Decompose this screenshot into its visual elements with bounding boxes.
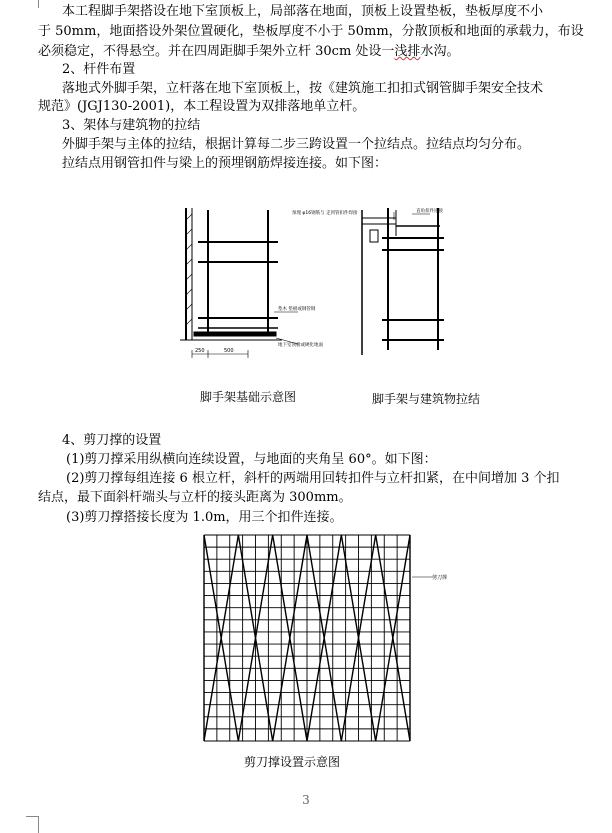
section4-heading: 4、剪刀撑的设置 [62, 433, 162, 448]
section2-heading: 2、杆件布置 [62, 62, 136, 77]
figure3-caption: 剪刀撑设置示意图 [244, 755, 341, 769]
para1-line3-text: 必须稳定，不得悬空。并在四周距脚手架外立杆 30cm 处设一 [38, 44, 395, 59]
para1-line1: 本工程脚手架搭设在地下室顶板上，局部落在地面，顶板上设置垫板，垫板厚度不小 [62, 4, 544, 19]
bracing-label: 剪刀撑 [432, 575, 448, 581]
base-lower-label: 地下室顶板或硬化地面 [278, 343, 323, 348]
tie-left-label: 预埋 φ16钢筋与 走到管扣件焊接 [292, 211, 358, 216]
page-number: 3 [302, 793, 310, 807]
para1-line2: 于 50mm，地面搭设外架位置硬化，垫板厚度不小于 50mm，分散顶板和地面的承载力，布设 [38, 24, 584, 39]
section4-item2-line1: (2)剪刀撑每组连接 6 根立杆，斜杆的两端用回转扣件与立杆扣紧，在中间增加 3 个扣 [66, 471, 560, 486]
para1-line3 [38, 42, 459, 62]
section3-heading: 3、架体与建筑物的拉结 [62, 118, 201, 133]
figure1-caption: 脚手架基础示意图 [200, 390, 297, 404]
section4-item3: (3)剪刀撑搭接长度为 1.0m，用三个扣件连接。 [66, 510, 343, 525]
dim-left-label: 250 [195, 348, 205, 354]
section4-item2-line2: 结点，最下面斜杆端头与立杆的接头距离为 300mm。 [38, 490, 352, 505]
page-corner-mark-bottom [38, 816, 39, 833]
cross-bracing-diagram [200, 533, 448, 745]
page-corner-mark [38, 0, 39, 8]
section2-line2: 规范》(JGJ130-2001)，本工程设置为双排落地单立杆。 [38, 99, 366, 114]
section3-line2: 拉结点用钢管扣件与梁上的预埋钢筋焊接连接。如下图： [62, 156, 388, 171]
section4-item1: (1)剪刀撑采用纵横向连续设置，与地面的夹角呈 60°。如下图： [66, 452, 437, 467]
para1-line3-end: 水沟。 [420, 44, 460, 59]
figure2-caption: 脚手架与建筑物拉结 [372, 392, 481, 406]
section2-line1: 落地式外脚手架，立杆落在地下室顶板上，按《建筑施工扣扣式钢管脚手架安全技术 [62, 81, 544, 96]
tie-right-label: 直角扣件连接 [416, 209, 443, 214]
base-upper-label: 垫木 垫板或钢管钢 [278, 307, 316, 312]
scaffold-base-diagram [178, 200, 358, 376]
para1-spellcheck-word: 浅排 [394, 44, 421, 59]
section3-line1: 外脚手架与主体的拉结，根据计算每二步三跨设置一个拉结点。拉结点均匀分布。 [62, 137, 531, 152]
dim-right-label: 500 [224, 348, 234, 354]
page-corner-mark-bottom-h [26, 816, 38, 817]
